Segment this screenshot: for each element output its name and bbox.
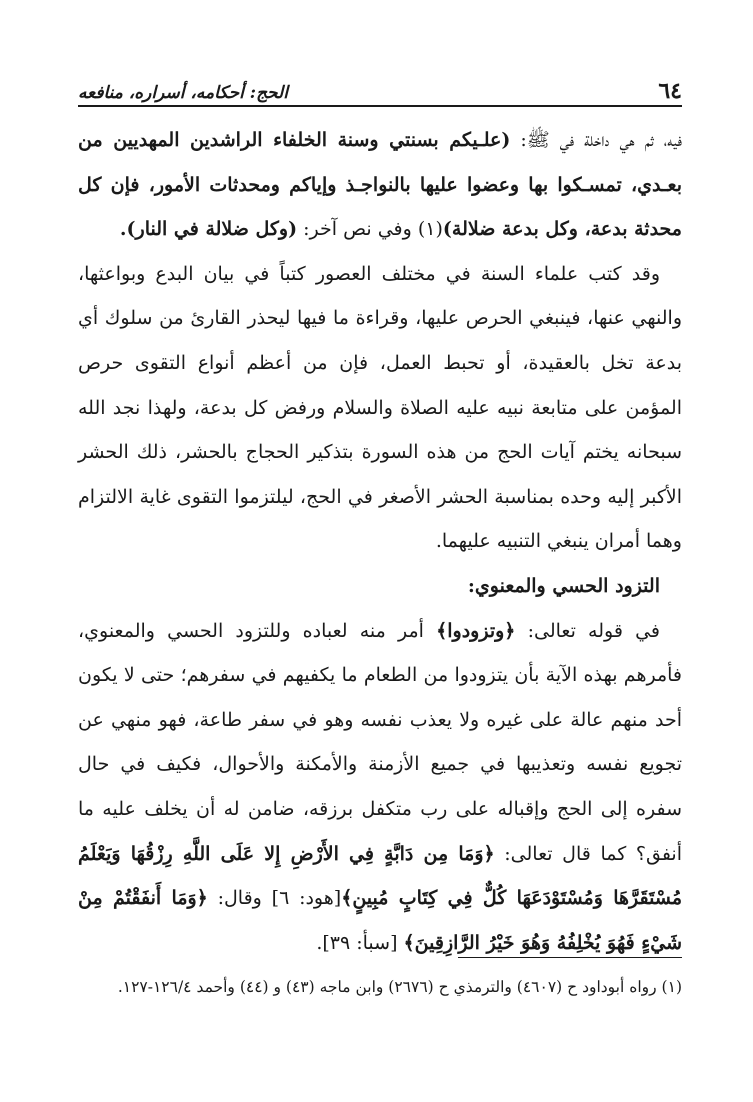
emphasized-text: التزود الحسي والمعنوي: [467,574,660,597]
text-segment: وقد كتب علماء السنة في مختلف العصور كتباً في بيان البدع وبواعثها، والنهي عنها، فينبغي الحرص عليها، وقراءة ما فيها ليحذر القارئ من سلوك أي بدعة تخل بالعقيدة، أو تحبط العمل، فإن من أعظم أنواع التقوى حرص المؤمن على متابعة نبيه عليه الصلاة والسلام ورفض كل بدعة، ولهذا نجد الله سبحانه يختم آيات الحج من هذه السورة بتذكير الحجاج بالحشر، ذلك الحشر الأكبر إليه وحده بمناسبة الحشر الأصغر في الحج، ليلتزموا التقوى غاية الالتزام وهما أمران ينبغي التنبيه عليهما. [78,262,682,553]
footnotes [78,968,682,1006]
text-segment: أمر منه لعباده وللتزود الحسي والمعنوي، فأمرهم بهذه الآية بأن يتزودوا من الطعام ما يكفيهم في سفرهم؛ حتى لا يكون أحد منهم عالة على غيره ولا يعذب نفسه وهو في سفر طاعة، فهو منهي عن تجويع نفسه وتعذيبها في جميع الأزمنة والأمكنة والأحوال، فكيف في حال سفره إلى الحج وإقباله على رب متكفل برزقه، ضامن له أن يخلف عليه ما أنفق؟ كما قال تعالى: [78,619,682,865]
main-text [78,118,682,965]
running-title: الحج: أحكامه، أسراره، منافعه [78,83,288,103]
paragraph [78,252,682,564]
page-header [78,72,682,102]
section-heading [78,564,682,609]
text-segment: فيه، ثم هي داخلة في ﷺ: [510,129,682,151]
text-segment: في قوله تعالى: [515,619,661,642]
emphasized-text: ﴿وَمَا مِن دَابَّةٍ فِي الأَرْضِ إِلا عَلَى اللَّهِ رِزْقُهَا وَيَعْلَمُ مُسْتَقَرَّهَا وَمُسْتَوْدَعَهَا كُلٌّ فِي كِتَابٍ مُبِينٍ﴾ [78,842,683,910]
text-segment: [سبأ: ٣٩]. [316,931,404,954]
footnote-divider [458,957,682,958]
emphasized-text: ﴿وَمَا أَنفَقْتُمْ مِنْ شَيْءٍ فَهُوَ يُخْلِفُهُ وَهُوَ خَيْرُ الرَّازِقِينَ﴾ [78,887,682,954]
header-divider [78,105,682,107]
emphasized-text: ﴿وتزودوا﴾ [436,619,516,642]
emphasized-text: (وكل ضلالة في النار). [119,218,298,241]
footnote: (١) رواه أبوداود ح (٤٦٠٧) والترمذي ح (٢٦٧٦) وابن ماجه (٤٣) و (٤٤) وأحمد ١٢٦/٤-١٢٧. [117,978,682,996]
paragraph [78,118,682,252]
page-number: ٦٤ [658,78,682,104]
emphasized-text: (علـيكم بسنتي وسنة الخلفاء الراشدين المهديين من بعـدي، تمسـكوا بها وعضوا عليها بالنواجـذ وإياكم ومحدثات الأمور، فإن كل محدثة بدعة، وكل بدعة ضلالة) [78,129,682,241]
paragraph [78,609,682,966]
text-segment: (١) وفي نص آخر: [297,218,443,241]
text-segment: [هود: ٦] وقال: [207,887,342,910]
